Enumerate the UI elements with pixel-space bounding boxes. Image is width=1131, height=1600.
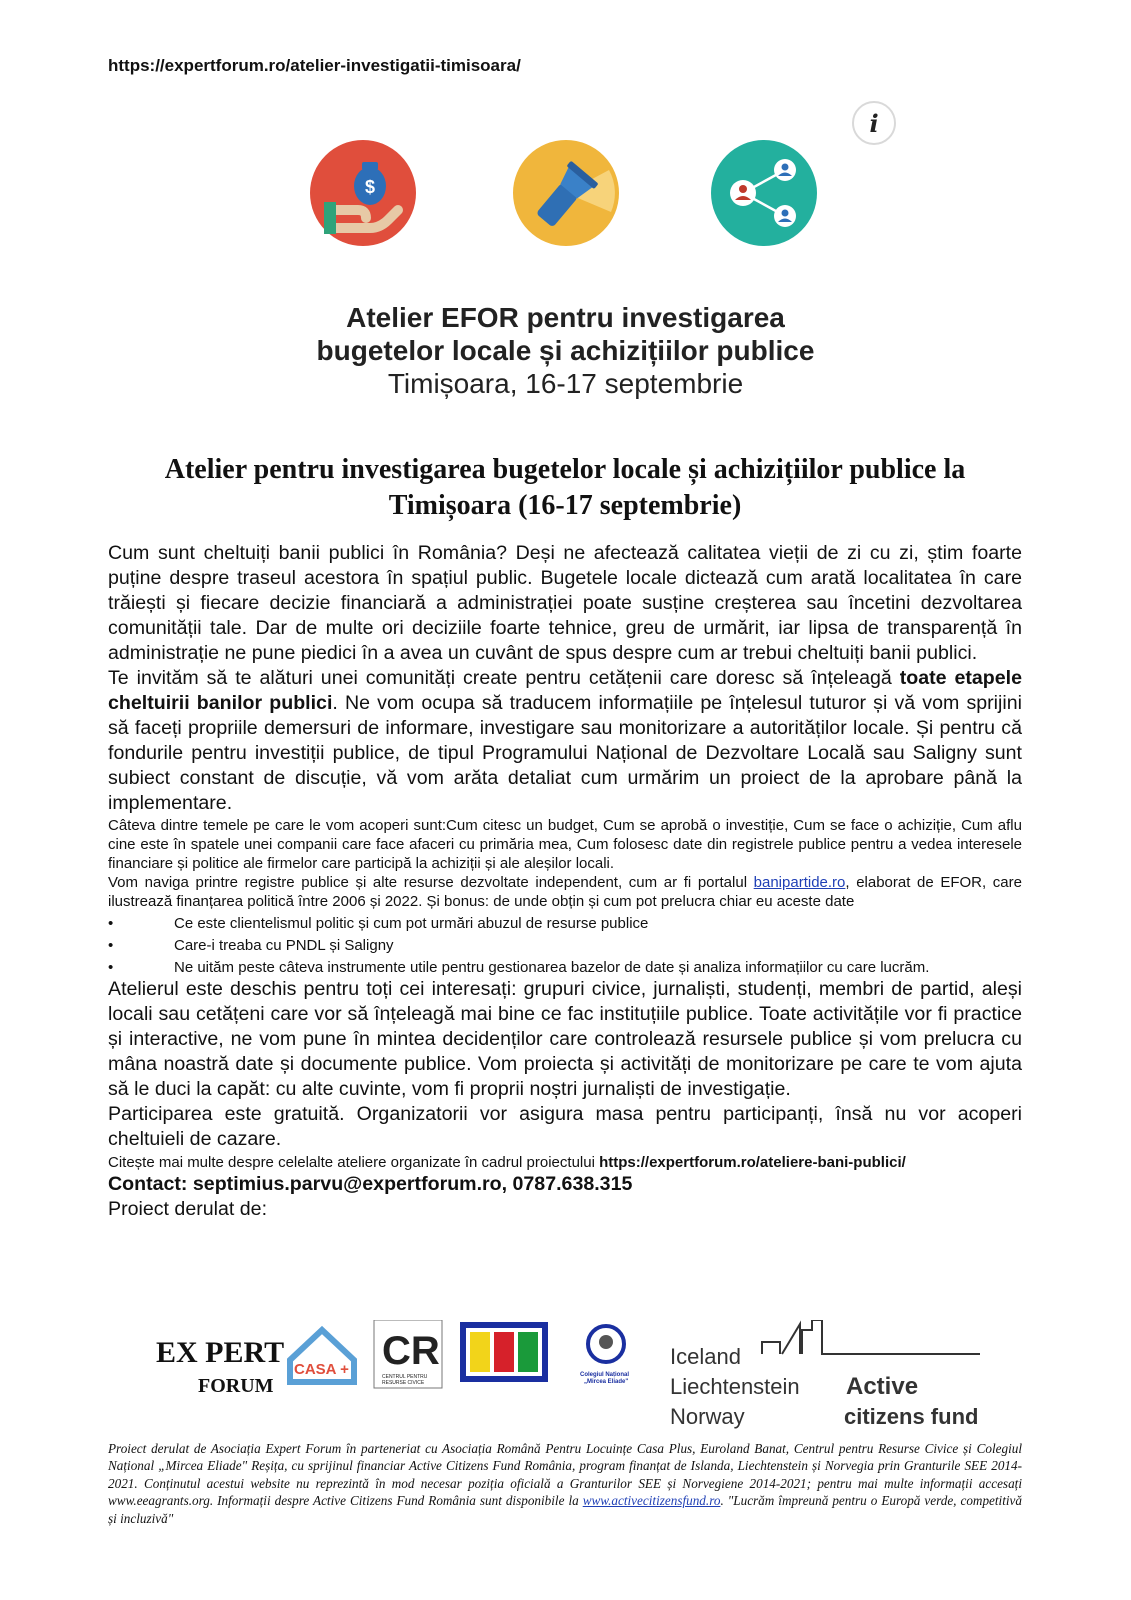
paragraph-participation: Participarea este gratuită. Organizatorii vor asigura masa pentru participanți, însă nu vor acoperi cheltuieli de cazare. xyxy=(108,1103,1022,1150)
svg-text:citizens fund: citizens fund xyxy=(844,1404,979,1429)
bullet-icon: • xyxy=(108,937,114,954)
svg-text:EX PERT: EX PERT xyxy=(156,1336,285,1369)
casa-plus-logo xyxy=(290,1330,354,1382)
svg-text:CASA +: CASA + xyxy=(294,1361,349,1378)
paragraph-registers-text-2: , elaborat de EFOR, care ilustrează finanțarea politică între 2006 și 2022. Și bonus: de unde obțin și cum pot prelucra chiar eu aceste date xyxy=(108,874,1022,910)
svg-text:$: $ xyxy=(364,177,376,197)
paragraph-intro: Cum sunt cheltuiți banii publici în România? Deși ne afectează calitatea vieții de zi cu zi, știm foarte puține despre traseul acestora în spațiul public. Bugetele locale dictează cum arată localitatea în care trăiești și fiecare decizie financiară a administrației poate susține creșterea sau încetini dezvoltarea comunității tale. Dar de multe ori deciziile foarte tehnice, greu de urmărit, iar lipsa de transparență în administrație ne pune piedici în a avea un cuvânt de spus despre cum ar trebui cheltuiți banii publici. xyxy=(108,542,1022,664)
expert-forum-logo xyxy=(156,1336,284,1397)
list-item-text: Ce este clientelismul politic și cum pot urmări abuzul de resurse publice xyxy=(174,915,649,932)
banipartide-link[interactable]: banipartide.ro xyxy=(753,874,846,891)
paragraph-audience: Atelierul este deschis pentru toți cei interesați: grupuri civice, jurnaliști, studenți, membri de partid, aleși locali sau cetățeni care vor să înțeleagă mai bine ce fac instituțiile publice. Toate activitățile vor fi practice și interactive, ne vom pune în mintea decidenților care controlează resursele publice și vom prelucra cu mâna noastră date și documente publice. Vom proiecta și activități de monitorizare pe care te vom ajuta să le duci la capăt: cu alte cuvinte, vom fi proprii noștri jurnaliști de investigație. xyxy=(108,978,1022,1100)
svg-text:FORUM: FORUM xyxy=(198,1375,274,1397)
svg-text:RESURSE CIVICE: RESURSE CIVICE xyxy=(382,1380,425,1386)
money-hand-icon xyxy=(310,140,416,246)
network-people-icon xyxy=(711,140,817,246)
svg-text:CENTRUL PENTRU: CENTRUL PENTRU xyxy=(382,1374,428,1380)
crc-logo xyxy=(374,1320,442,1388)
partner-logos xyxy=(150,1320,1020,1430)
svg-text:„Mircea Eliade": „Mircea Eliade" xyxy=(584,1379,629,1385)
euroland-flag-logo xyxy=(460,1322,548,1382)
project-by-label: Proiect derulat de: xyxy=(108,1198,268,1220)
svg-text:Liechtenstein: Liechtenstein xyxy=(670,1374,800,1399)
flashlight-icon xyxy=(513,140,619,246)
paragraph-read-more xyxy=(108,1153,1022,1172)
svg-text:Colegiul Național: Colegiul Național xyxy=(580,1372,630,1378)
footer-text: Proiect derulat de Asociația Expert Forum în parteneriat cu Asociația Română Pentru Locuințe Casa Plus, Euroland Banat, Centrul pentru Resurse Civice și Colegiul Național „Mircea Eliade" Reșița, cu sprijinul financiar Active Citizens Fund România, program finanțat de Islanda, Liechtenstein și Norvegia prin Granturile SEE 2014-2021. Conținutul acestui website nu reprezintă în mod necesar poziția oficială a Granturilor SEE și Norvegiene 2014-2021; pentru mai multe informații accesați www.eeagrants.org. Informații despre Active Citizens Fund România sunt disponibile la xyxy=(108,1441,1022,1509)
list-item xyxy=(108,936,1022,955)
paragraph-invite xyxy=(108,666,1022,816)
paragraph-registers-text: Vom naviga printre registre publice și alte resurse dezvoltate independent, cum ar fi portalul xyxy=(108,874,754,891)
list-item xyxy=(108,958,1022,977)
contact-line: Contact: septimius.parvu@expertforum.ro, 0787.638.315 xyxy=(108,1173,633,1195)
bullet-icon: • xyxy=(108,959,114,976)
list-item-text: Ne uităm peste câteva instrumente utile pentru gestionarea bazelor de date și analiza informațiilor cu care lucrăm. xyxy=(174,959,930,976)
source-url: https://expertforum.ro/atelier-investigatii-timisoara/ xyxy=(108,56,521,75)
svg-text:Active: Active xyxy=(846,1373,919,1400)
footer-disclaimer xyxy=(108,1440,1022,1527)
paragraph-invite-bold: toate etapele cheltuirii banilor publici xyxy=(108,667,1022,714)
list-item-text: Care-i treaba cu PNDL și Saligny xyxy=(174,937,394,954)
article-body xyxy=(108,541,1022,1222)
paragraph-invite-text-2: . Ne vom ocupa să traducem informațiile pe înțelesul tuturor și vă vom sprijini să faceți propriile demersuri de informare, investigare sau monitorizare a autorităților locale. Și pentru că fondurile pentru investiții publice, de tipul Programului Național de Dezvoltare Locală sau Saligny sunt subiect constant de discuție, vă vom arăta detaliat cum urmărim un proiect de la aprobare până la implementare. xyxy=(108,692,1022,814)
svg-text:CR: CR xyxy=(382,1329,440,1373)
banner-title-line2: bugetelor locale și achizițiilor publice xyxy=(316,335,815,366)
banner-title-line1: Atelier EFOR pentru investigarea xyxy=(346,302,785,333)
active-citizens-fund-logo xyxy=(844,1373,978,1429)
bullet-icon: • xyxy=(108,915,114,932)
list-item xyxy=(108,914,1022,933)
banner-subtitle: Timișoara, 16-17 septembrie xyxy=(387,368,744,399)
info-icon[interactable]: i xyxy=(852,101,896,145)
svg-text:Norway: Norway xyxy=(670,1404,745,1429)
paragraph-invite-text: Te invităm să te alături unei comunități create pentru cetățenii care doresc să înțeleagă xyxy=(108,667,900,689)
article-title: Atelier pentru investigarea bugetelor locale și achizițiilor publice la Timișoara (16-17 septembrie) xyxy=(164,454,966,521)
paragraph-topics: Câteva dintre temele pe care le vom acoperi sunt:Cum citesc un budget, Cum se aprobă o investiție, Cum se face o achiziție, Cum aflu cine este în spatele unei companii care face afaceri cu primăria mea, Cum folosesc date din registrele publice pentru a vedea interesele financiare și politice ale firmelor care participă la achiziții și ale aleșilor locali. xyxy=(108,817,1022,872)
footer-text-2: . "Lucrăm împreună pentru o Europă verde, competitivă și incluzivă" xyxy=(108,1493,1022,1526)
paragraph-registers xyxy=(108,873,1022,911)
colegiu-mircea-eliade-logo xyxy=(580,1326,629,1385)
ateliere-link[interactable]: https://expertforum.ro/ateliere-bani-publici/ xyxy=(599,1154,906,1171)
read-more-text: Citește mai multe despre celelalte ateliere organizate în cadrul proiectului xyxy=(108,1154,600,1171)
svg-text:Iceland: Iceland xyxy=(670,1344,741,1369)
activecitizensfund-link[interactable]: www.activecitizensfund.ro xyxy=(582,1493,721,1509)
